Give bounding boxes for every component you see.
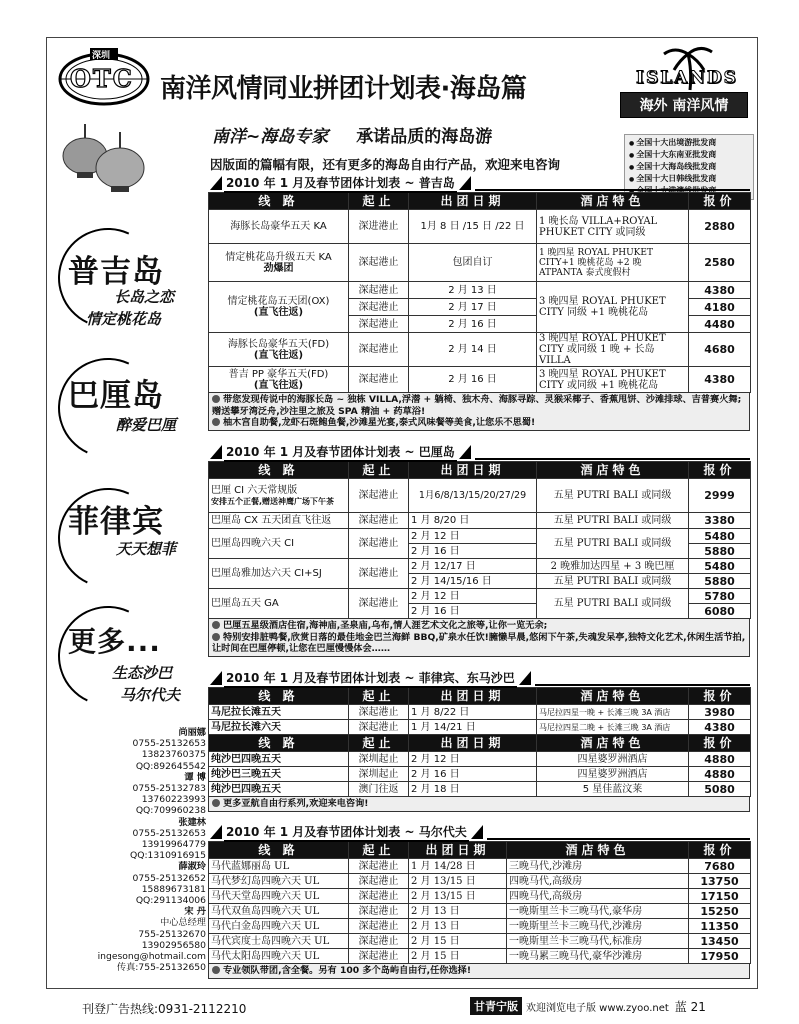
- maldives-table: 线 路 起止 出团日期 酒店特色 报价 马代蓝娜丽岛 UL 深起港止 1 月 14/28 日 三晚马代,沙滩房 7680 马代梦幻岛四晚六天 UL 深起港止 2 月 13/15 日 四晚马代,高级房 13750 马代天堂岛四晚六天 UL 深起港止 2 月 13/15 日 四晚马代,高级房 17150 马代双鱼岛四晚六天 UL 深起港止 2 月 13 日 一晚斯里兰卡三晚马代,豪华房 15250 马代白金岛四晚六天 UL 深起港止 2 月 13 日 一晚斯里兰卡三晚马代,沙滩房 11350 马代宾度士岛四晚六天 UL 深起港止 2 月 15 日 一晚斯里兰卡三晚马代,标准房 13450 马代太阳岛四晚六天 UL 深起港止 2 月 15 日 一晚马累三晚马代,豪华沙滩房 17950: [208, 841, 751, 964]
- table-row: 2 月 16 日 6080: [209, 604, 751, 619]
- table-row: 2 月 16 日 5880: [209, 544, 751, 559]
- table-row: 纯沙巴四晚五天 澳门往返 2 月 18 日 5 星佳蓝汶莱 5080: [209, 782, 751, 797]
- page-title: 南洋风情同业拼团计划表·海岛篇: [160, 74, 527, 104]
- bali-notes: 巴厘五星级酒店住宿,海神庙,圣泉庙,乌布,情人涯艺术文化之旅等,让你一览无余; 特别安排脏鸭餐,欣赏日落的最佳地金巴兰海鲜 BBQ,矿泉水任饮!臃懒早晨,悠闲下午茶,失魂发呆亭,独特文化艺术,休闲生活节拍,让时间在巴厘停顿,让您在巴厘慢慢体会……: [208, 619, 750, 657]
- table-row: 普吉 PP 豪华五天(FD) (直飞往返) 深起港止 2 月 16 日 3 晚四星 ROYAL PHUKET CITY 或同级 +1 晚桃花岛 4380: [209, 367, 751, 393]
- section-title: 2010 年 1 月及春节团体计划表 ~ 普吉岛: [224, 174, 457, 193]
- table-row: 纯沙巴三晚五天 深圳起止 2 月 16 日 四星婆罗洲酒店 4880: [209, 767, 751, 782]
- table-row: 2 月 14/15/16 日 五星 PUTRI BALI 或同级 5880: [209, 574, 751, 589]
- tag-phuket: 普吉岛 长岛之恋 情定桃花岛: [58, 228, 200, 338]
- phuket-table: 线 路 起止 出团日期 酒店特色 报价 海豚长岛豪华五天 KA 深进港止 1月 8 日 /15 日 /22 日 1 晚长岛 VILLA+ROYAL PHUKET CITY 或同级 2880 情定桃花岛升级五天 KA 劲爆团 深起港止 包团自订 1 晚四星 ROYAL PHUKET CITY+1 晚桃花岛 +2 晚 ATPANTA 泰式度假村 2580 情定桃花岛五天团(OX) (直飞往返) 深起港止 2 月 13 日 3 晚四星 ROYAL PHUKET CITY 同级 +1 晚桃花岛 4380 深起港止 2 月 17 日 4180 深起港止 2 月 16 日 4480 海豚长岛豪华五天(FD) (直飞往返) 深起港止 2 月 14 日 3 晚四星 ROYAL PHUKET CITY 或同级 1 晚 + 长岛 VILLA 4680 普吉 PP 豪华五天(FD) (直飞往返) 深起港止 2 月 16 日 3 晚四星 ROYAL PHUKET CITY 或同级 +1 晚桃花岛 4380: [208, 192, 751, 393]
- tag-more: 更多... 生态沙巴 马尔代夫: [58, 606, 200, 716]
- maldives-notes: 专业领队带团,含全餐。另有 100 多个岛屿自由行,任你选择!: [208, 964, 750, 979]
- section-title: 2010 年 1 月及春节团体计划表 ~ 马尔代夫: [224, 823, 469, 842]
- islands-wordmark: ISLANDS: [636, 68, 738, 88]
- bullet-icon: [212, 418, 220, 426]
- page-number: 蓝 21: [674, 999, 706, 1014]
- table-row: 情定桃花岛升级五天 KA 劲爆团 深起港止 包团自订 1 晚四星 ROYAL PHUKET CITY+1 晚桃花岛 +2 晚 ATPANTA 泰式度假村 2580: [209, 244, 751, 282]
- section-phuket: [208, 174, 750, 431]
- section-bali: [208, 443, 750, 657]
- table-row: 巴厘岛五天 GA 深起港止 2 月 12 日 五星 PUTRI BALI 或同级 5780: [209, 589, 751, 604]
- ad-hotline: 刊登广告热线:0931-2112210: [82, 1002, 247, 1016]
- table-row: 马代梦幻岛四晚六天 UL 深起港止 2 月 13/15 日 四晚马代,高级房 13750: [209, 874, 751, 889]
- slogan-left: 南洋~海岛专家: [212, 127, 329, 147]
- table-row: 深起港止 2 月 17 日 4180: [209, 299, 751, 316]
- section-title: 2010 年 1 月及春节团体计划表 ~ 巴厘岛: [224, 443, 457, 462]
- tag-philippines: 菲律宾 天天想菲: [58, 488, 200, 578]
- section-philippines: [208, 669, 750, 812]
- bullet-icon: [212, 799, 220, 807]
- logo-small-text: 深圳: [92, 51, 111, 61]
- slogan: [212, 122, 492, 147]
- logo-text: OTC: [70, 64, 134, 93]
- table-row: 海豚长岛豪华五天(FD) (直飞往返) 深起港止 2 月 14 日 3 晚四星 ROYAL PHUKET CITY 或同级 1 晚 + 长岛 VILLA 4680: [209, 333, 751, 367]
- bullet-icon: [212, 395, 220, 403]
- brand-label: 海外 南洋风情: [620, 92, 748, 118]
- lantern-icon: [60, 124, 160, 204]
- bullet-icon: [212, 633, 220, 641]
- award-item: ● 全国十大东南亚批发商: [629, 149, 749, 161]
- section-maldives: [208, 823, 750, 979]
- table-row: 马代宾度士岛四晚六天 UL 深起港止 2 月 15 日 一晚斯里兰卡三晚马代,标准房 13450: [209, 934, 751, 949]
- philippines-table: 线 路 起止 出团日期 酒店特色 报价 马尼拉长滩五天 深起港止 1 月 8/22 日 马尼拉四星一晚 + 长滩三晚 3A 酒店 3980 马尼拉长滩六天 深起港止 1 月 14/21 日 马尼拉四星二晚 + 长滩三晚 3A 酒店 4380 线 路 起止 出团日期 酒店特色 报价 纯沙巴四晚五天 深圳起止 2 月 12 日 四星婆罗洲酒店 4880 纯沙巴三晚五天 深圳起止 2 月 16 日 四星婆罗洲酒店 4880 纯沙巴四晚五天 澳门往返 2 月 18 日 5 星佳蓝汶莱 5080: [208, 687, 751, 797]
- bullet-icon: [212, 621, 220, 629]
- table-row: 深起港止 2 月 16 日 4480: [209, 316, 751, 333]
- contact-list: 尚丽娜 0755-25132653 13823760375 QQ:892645542 谭 博 0755-25132783 13760223993 QQ:709960238 张建林 0755-25132653 13919964779 QQ:1310916915 薛淑玲 0755-25132652 15889673181 QQ:291134006 宋 丹 中心总经理 755-25132670 13902956580 ingesong@hotmail.com 传真:755-25132650: [97, 727, 206, 974]
- award-item: ● 全国十大日韩线批发商: [629, 173, 749, 185]
- table-row: 巴厘 CI 六天常规版 安排五个正餐,赠送神鹰广场下午茶 深起港止 1月6/8/13/15/20/27/29 五星 PUTRI BALI 或同级 2999: [209, 479, 751, 513]
- intro-text: 因版面的篇幅有限，还有更多的海岛自由行产品，欢迎来电咨询: [210, 157, 561, 172]
- tag-bali: 巴厘岛 醉爱巴厘: [58, 358, 200, 448]
- section-title: 2010 年 1 月及春节团体计划表 ~ 菲律宾、东马沙巴: [224, 669, 517, 688]
- table-row: 马代白金岛四晚六天 UL 深起港止 2 月 13 日 一晚斯里兰卡三晚马代,沙滩房 11350: [209, 919, 751, 934]
- slogan-right: 承诺品质的海岛游: [356, 127, 493, 147]
- table-row: 情定桃花岛五天团(OX) (直飞往返) 深起港止 2 月 13 日 3 晚四星 ROYAL PHUKET CITY 同级 +1 晚桃花岛 4380: [209, 282, 751, 299]
- table-row: 海豚长岛豪华五天 KA 深进港止 1月 8 日 /15 日 /22 日 1 晚长岛 VILLA+ROYAL PHUKET CITY 或同级 2880: [209, 210, 751, 244]
- table-row: 马尼拉长滩六天 深起港止 1 月 14/21 日 马尼拉四星二晚 + 长滩三晚 3A 酒店 4380: [209, 720, 751, 735]
- edition-badge: 甘青宁版: [470, 997, 522, 1015]
- table-row: 巴厘岛四晚六天 CI 深起港止 2 月 12 日 五星 PUTRI BALI 或同级 5480: [209, 529, 751, 544]
- table-row: 马代天堂岛四晚六天 UL 深起港止 2 月 13/15 日 四晚马代,高级房 17150: [209, 889, 751, 904]
- table-row: 纯沙巴四晚五天 深圳起止 2 月 12 日 四星婆罗洲酒店 4880: [209, 752, 751, 767]
- philippines-notes: 更多亚航自由行系列,欢迎来电咨询!: [208, 797, 750, 812]
- award-item: ● 全国十大出境游批发商: [629, 137, 749, 149]
- bullet-icon: [212, 966, 220, 974]
- phuket-notes: 带您发现传说中的海豚长岛 ~ 独栋 VILLA,浮潜 + 躺椅、独木舟、海豚寻踪、灵猴采椰子、香蕉甩饼、沙滩排球、吉普赛火舞;赠送攀牙湾泛舟,沙注里之旅及 SPA 精油 + 药草浴! 柚木宫自助餐,龙虾石斑鲍鱼餐,沙滩星光宴,泰式风味餐等美食,让您乐不思蜀!: [208, 393, 750, 431]
- website-text: 欢迎浏览电子版 www.zyoo.net: [526, 1002, 669, 1014]
- bali-table: 线 路 起止 出团日期 酒店特色 报价 巴厘 CI 六天常规版 安排五个正餐,赠送神鹰广场下午茶 深起港止 1月6/8/13/15/20/27/29 五星 PUTRI BALI 或同级 2999 巴厘岛 CX 五天团直飞往返 深起港止 1 月 8/20 日 五星 PUTRI BALI 或同级 3380 巴厘岛四晚六天 CI 深起港止 2 月 12 日 五星 PUTRI BALI 或同级 5480 2 月 16 日 5880 巴厘岛雅加达六天 CI+SJ 深起港止 2 月 12/17 日 2 晚雅加达四星 + 3 晚巴厘 5480 2 月 14/15/16 日 五星 PUTRI BALI 或同级 5880 巴厘岛五天 GA 深起港止 2 月 12 日 五星 PUTRI BALI 或同级 5780 2 月 16 日 6080: [208, 461, 751, 619]
- table-row: 巴厘岛雅加达六天 CI+SJ 深起港止 2 月 12/17 日 2 晚雅加达四星 + 3 晚巴厘 5480: [209, 559, 751, 574]
- table-row: 马代太阳岛四晚六天 UL 深起港止 2 月 15 日 一晚马累三晚马代,豪华沙滩房 17950: [209, 949, 751, 964]
- award-item: ● 全国十大海岛线批发商: [629, 161, 749, 173]
- table-row: 马尼拉长滩五天 深起港止 1 月 8/22 日 马尼拉四星一晚 + 长滩三晚 3A 酒店 3980: [209, 705, 751, 720]
- table-row: 马代双鱼岛四晚六天 UL 深起港止 2 月 13 日 一晚斯里兰卡三晚马代,豪华房 15250: [209, 904, 751, 919]
- table-row: 马代蓝娜丽岛 UL 深起港止 1 月 14/28 日 三晚马代,沙滩房 7680: [209, 859, 751, 874]
- table-row: 巴厘岛 CX 五天团直飞往返 深起港止 1 月 8/20 日 五星 PUTRI BALI 或同级 3380: [209, 513, 751, 529]
- footer-right: [470, 997, 706, 1015]
